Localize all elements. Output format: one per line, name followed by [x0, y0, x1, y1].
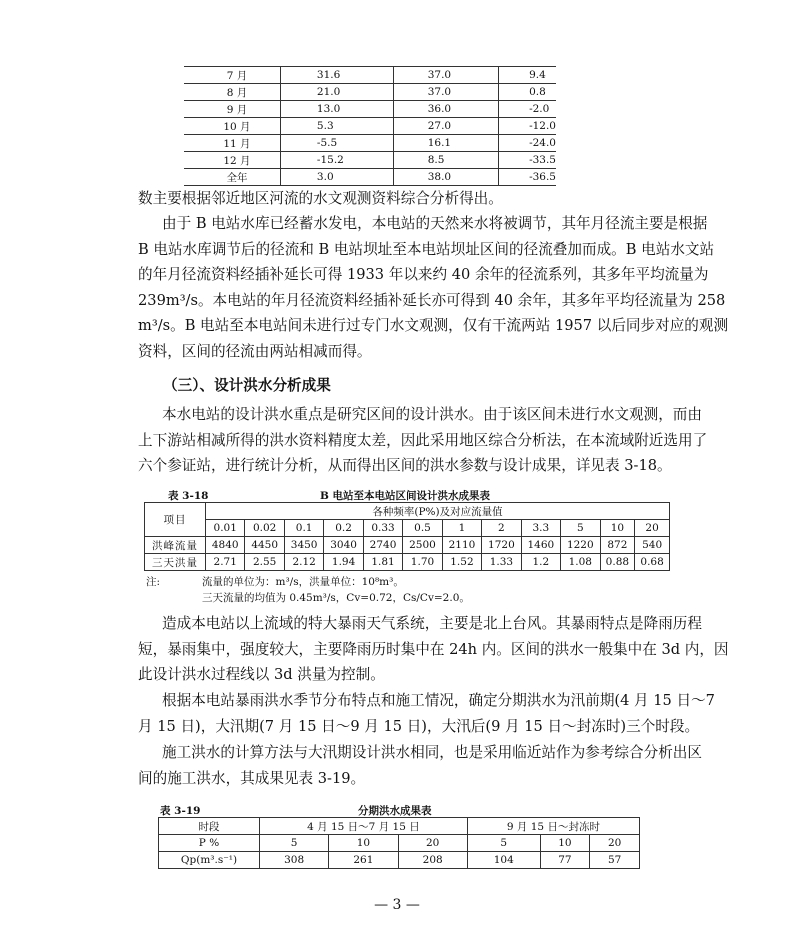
table-cell: 9.4: [499, 67, 556, 84]
table-cell: 540: [635, 537, 670, 554]
frequency-header: 0.1: [284, 520, 323, 537]
table-cell: 1.08: [561, 554, 600, 571]
table-cell: 38.0: [393, 169, 498, 186]
text-line: m³/s。B 电站至本电站间未进行过专门水文观测，仅有干流两站 1957 以后同步对应的观测: [138, 317, 729, 334]
text-line: 造成本电站以上流域的特大暴雨天气系统，主要是北上台风。其暴雨特点是降雨历程: [162, 615, 702, 632]
frequency-header: 0.01: [206, 520, 245, 537]
table-cell: 8 月: [184, 84, 280, 101]
table-row: [184, 152, 556, 169]
table-cell: 2110: [442, 537, 481, 554]
table-cell: 2500: [403, 537, 442, 554]
text-line: 短，暴雨集中，强度较大，主要降雨历时集中在 24h 内。区间的洪水一般集中在 3d 内，因: [138, 640, 729, 658]
table-319-p-label: P %: [159, 835, 260, 852]
paragraph-1: [138, 186, 688, 212]
text-line: 由于 B 电站水库已经蓄水发电，本电站的天然来水将被调节，其年月径流主要是根据: [162, 215, 708, 232]
text-line: 资料，区间的径流由两站相减而得。: [138, 342, 372, 360]
text-line: 本水电站的设计洪水重点是研究区间的设计洪水。由于该区间未进行水文观测，而由: [162, 406, 702, 423]
table-cell: -36.5: [499, 169, 556, 186]
section-heading: （三）、设计洪水分析成果: [163, 377, 331, 394]
table-cell: 36.0: [393, 101, 498, 118]
q-value-cell: 57: [590, 852, 640, 869]
table-row: [184, 67, 556, 84]
table-cell: 1220: [561, 537, 600, 554]
table-319-period-2: 9 月 15 日～封冻时: [467, 818, 639, 835]
monthly-table: [184, 66, 556, 186]
table-319-title: 分期洪水成果表: [358, 805, 432, 817]
table-cell: 1.52: [442, 554, 481, 571]
frequency-header: 0.2: [324, 520, 363, 537]
table-318-group-header: 各种频率(P%)及对应流量值: [206, 503, 670, 520]
table-cell: 全年: [184, 169, 280, 186]
table-cell: 10 月: [184, 118, 280, 135]
q-value-cell: 261: [329, 852, 398, 869]
table-cell: 4450: [245, 537, 284, 554]
text-line: 上下游站相减所得的洪水资料精度太差，因此采用地区综合分析法，在本流域附近选用了: [138, 431, 708, 449]
text-line: 月 15 日)，大汛期(7 月 15 日～9 月 15 日)，大汛后(9 月 15 日～封冻时)三个时段。: [138, 717, 700, 735]
paragraph-4: [138, 611, 729, 688]
frequency-header: 0.33: [363, 520, 402, 537]
q-value-cell: 208: [398, 852, 467, 869]
table-cell: 11 月: [184, 135, 280, 152]
table-319-period-header: 时段: [159, 818, 260, 835]
table-row: [184, 135, 556, 152]
table-cell: 3450: [284, 537, 323, 554]
table-cell: 5.3: [280, 118, 393, 135]
table-cell: 2740: [363, 537, 402, 554]
page-number: — 3 —: [374, 897, 420, 913]
frequency-header: 0.02: [245, 520, 284, 537]
table-cell: 8.5: [393, 152, 498, 169]
table-cell: 0.8: [499, 84, 556, 101]
table-318-note-2: 三天流量的均值为 0.45m³/s，Cv=0.72，Cs/Cv=2.0。: [202, 592, 470, 604]
table-cell: 1.2: [521, 554, 560, 571]
table-318-label: 表 3-18: [168, 490, 209, 502]
table-cell: 12 月: [184, 152, 280, 169]
table-cell: 4840: [206, 537, 245, 554]
p-value-cell: 20: [398, 835, 467, 852]
flood-table-318: [144, 502, 670, 571]
table-cell: -5.5: [280, 135, 393, 152]
frequency-header: 2: [482, 520, 521, 537]
text-line: B 电站水库调节后的径流和 B 电站坝址至本电站坝址区间的径流叠加而成。B 电站水文站: [138, 240, 715, 258]
p-value-cell: 5: [467, 835, 540, 852]
table-cell: 9 月: [184, 101, 280, 118]
table-cell: -2.0: [499, 101, 556, 118]
table-cell: 37.0: [393, 67, 498, 84]
table-cell: 1.81: [363, 554, 402, 571]
text-line: 的年月径流资料经插补延长可得 1933 年以来约 40 余年的径流系列，其多年平均流量为: [138, 266, 709, 283]
p-value-cell: 5: [260, 835, 329, 852]
q-value-cell: 77: [540, 852, 590, 869]
table-318-note-1: 流量的单位为：m³/s，洪量单位：10⁸m³。: [202, 576, 404, 588]
table-cell: 31.6: [280, 67, 393, 84]
table-cell: 27.0: [393, 118, 498, 135]
table-row: [145, 537, 670, 554]
table-cell: -15.2: [280, 152, 393, 169]
table-cell: 2.12: [284, 554, 323, 571]
table-row: [184, 169, 556, 186]
text-line: 施工洪水的计算方法与大汛期设计洪水相同，也是采用临近站作为参考综合分析出区: [162, 744, 702, 761]
table-319-label: 表 3-19: [160, 805, 201, 817]
table-cell: -12.0: [499, 118, 556, 135]
table-cell: 0.68: [635, 554, 670, 571]
paragraph-5: [138, 688, 715, 739]
frequency-header: 1: [442, 520, 481, 537]
table-cell: -33.5: [499, 152, 556, 169]
paragraph-6: [138, 740, 702, 791]
frequency-header: 5: [561, 520, 600, 537]
frequency-header: 20: [635, 520, 670, 537]
frequency-header: 0.5: [403, 520, 442, 537]
table-cell: 1720: [482, 537, 521, 554]
p-value-cell: 10: [540, 835, 590, 852]
table-318-title: B 电站至本电站区间设计洪水成果表: [320, 490, 491, 502]
table-cell: 1.70: [403, 554, 442, 571]
table-cell: -24.0: [499, 135, 556, 152]
frequency-header: 3.3: [521, 520, 560, 537]
table-cell: 0.88: [600, 554, 635, 571]
p-value-cell: 20: [590, 835, 640, 852]
text-line: 间的施工洪水，其成果见表 3-19。: [138, 769, 366, 787]
paragraph-3: [138, 402, 708, 479]
table-cell: 2.55: [245, 554, 284, 571]
text-line: 此设计洪水过程线以 3d 洪量为控制。: [138, 666, 385, 683]
flood-table-319: [158, 817, 640, 869]
table-cell: 3.0: [280, 169, 393, 186]
table-cell: 16.1: [393, 135, 498, 152]
paragraph-2: [138, 211, 729, 364]
table-cell: 872: [600, 537, 635, 554]
table-cell: 21.0: [280, 84, 393, 101]
table-row: [184, 118, 556, 135]
table-cell: 37.0: [393, 84, 498, 101]
p-value-cell: 10: [329, 835, 398, 852]
table-cell: 1.94: [324, 554, 363, 571]
text-line: 六个参证站，进行统计分析，从而得出区间的洪水参数与设计成果，详见表 3-18。: [138, 457, 672, 474]
table-318-item-header: 项目: [145, 503, 206, 537]
text-line: 数主要根据邻近地区河流的水文观测资料综合分析得出。: [138, 190, 503, 207]
table-cell: 3040: [324, 537, 363, 554]
row-label: 三天洪量: [145, 554, 206, 571]
text-line: 239m³/s。本电站的年月径流资料经插补延长亦可得到 40 余年，其多年平均径流量为 258: [138, 291, 726, 309]
table-cell: 7 月: [184, 67, 280, 84]
text-line: 根据本电站暴雨洪水季节分布特点和施工情况，确定分期洪水为汛前期(4 月 15 日～7: [162, 692, 715, 709]
table-cell: 1460: [521, 537, 560, 554]
frequency-header: 10: [600, 520, 635, 537]
table-row: [184, 84, 556, 101]
table-row: [145, 554, 670, 571]
table-319-period-1: 4 月 15 日～7 月 15 日: [260, 818, 468, 835]
q-value-cell: 104: [467, 852, 540, 869]
table-cell: 1.33: [482, 554, 521, 571]
row-label: 洪峰流量: [145, 537, 206, 554]
q-value-cell: 308: [260, 852, 329, 869]
table-row: [184, 101, 556, 118]
table-cell: 13.0: [280, 101, 393, 118]
table-319-q-label: Qp(m³.s⁻¹): [159, 852, 260, 869]
table-318-note-prefix: 注:: [146, 576, 161, 588]
table-cell: 2.71: [206, 554, 245, 571]
